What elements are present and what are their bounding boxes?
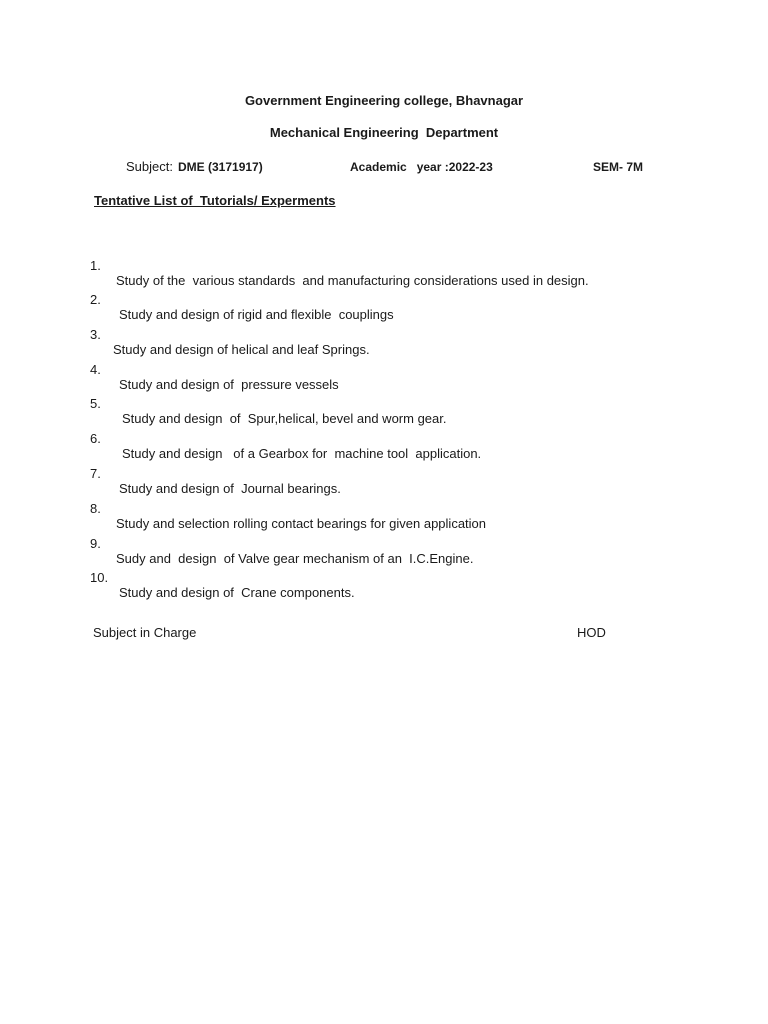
academic-year: Academic year :2022-23 xyxy=(350,160,493,174)
item-text: Sudy and design of Valve gear mechanism of an I.C.Engine. xyxy=(116,551,474,566)
item-text: Study of the various standards and manufacturing considerations used in design. xyxy=(116,273,589,288)
subject-in-charge-label: Subject in Charge xyxy=(93,625,197,640)
item-text: Study and design of helical and leaf Springs. xyxy=(113,342,370,357)
item-text: Study and selection rolling contact bearings for given application xyxy=(116,516,487,531)
item-text: Study and design of a Gearbox for machine tool application. xyxy=(122,446,482,461)
subject-code: DME (3171917) xyxy=(178,160,263,174)
list-item xyxy=(0,555,355,615)
item-text: Study and design of rigid and flexible couplings xyxy=(119,307,394,322)
item-number: 5. xyxy=(90,396,101,411)
item-number: 1. xyxy=(90,258,101,273)
semester: SEM- 7M xyxy=(593,160,644,174)
item-text: Study and design of Spur,helical, bevel and worm gear. xyxy=(122,411,447,426)
list-title: Tentative List of Tutorials/ Experments xyxy=(94,193,336,208)
item-number: 8. xyxy=(90,501,101,516)
subject-label: Subject: xyxy=(126,159,173,174)
item-number: 3. xyxy=(90,327,101,342)
college-name: Government Engineering college, Bhavnagar xyxy=(244,93,524,108)
item-number: 4. xyxy=(90,362,101,377)
department-name: Mechanical Engineering Department xyxy=(269,125,499,140)
item-text: Study and design of Crane components. xyxy=(119,585,355,600)
item-text: Study and design of Journal bearings. xyxy=(119,481,341,496)
hod-label: HOD xyxy=(577,625,606,640)
item-number: 7. xyxy=(90,466,101,481)
item-number: 2. xyxy=(90,292,101,307)
item-text: Study and design of pressure vessels xyxy=(119,377,339,392)
item-number: 6. xyxy=(90,431,101,446)
item-number: 10. xyxy=(90,570,109,585)
item-number: 9. xyxy=(90,536,101,551)
